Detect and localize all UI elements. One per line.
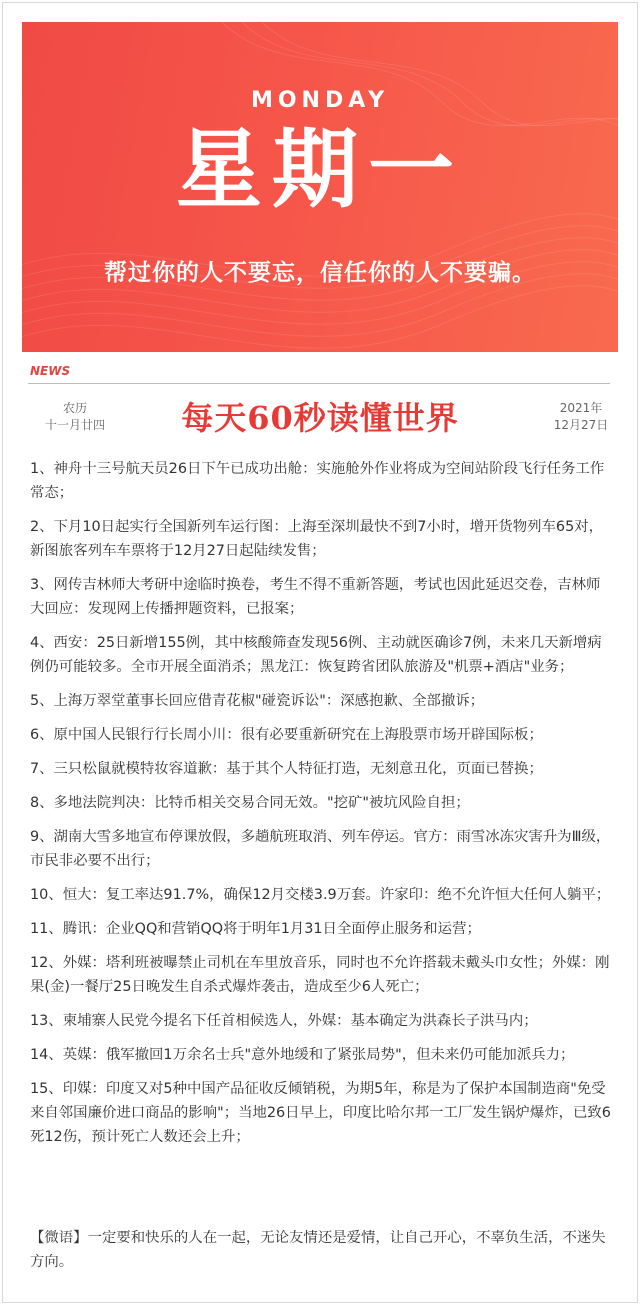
news-item: 5、上海万翠堂董事长回应借青花椒"碰瓷诉讼"：深感抱歉、全部撤诉； [30, 693, 485, 709]
news-item: 6、原中国人民银行行长周小川：很有必要重新研究在上海股票市场开辟国际板； [30, 727, 543, 743]
masthead-title: 每天60秒读懂世界 [181, 399, 459, 437]
weekday-english: MONDAY [250, 88, 390, 113]
news-list [30, 457, 614, 1159]
news-item: 13、柬埔寨人民党今提名下任首相候选人，外媒：基本确定为洪森长子洪马内； [30, 1013, 538, 1029]
news-item: 2、下月10日起实行全国新列车运行图：上海至深圳最快不到7小时，增开货物列车65对，新图旅客列车车票将于12月27日起陆续发售； [30, 519, 603, 559]
news-item: 4、西安：25日新增155例，其中核酸筛查发现56例、主动就医确诊7例，未来几天新增病例仍可能较多。全市开展全面消杀；黑龙江：恢复跨省团队旅游及"机票+酒店"业务； [30, 635, 602, 675]
news-item: 9、湖南大雪多地宣布停课放假，多趟航班取消、列车停运。官方：雨雪冰冻灾害升为Ⅲ级，市民非必要不出行； [30, 829, 611, 869]
news-item: 8、多地法院判决：比特币相关交易合同无效。"挖矿"被坑风险自担； [30, 795, 470, 811]
day-banner [22, 22, 618, 352]
daily-motto: 帮过你的人不要忘，信任你的人不要骗。 [104, 260, 536, 286]
news-item: 1、神舟十三号航天员26日下午已成功出舱：实施舱外作业将成为空间站阶段飞行任务工作常态； [30, 461, 605, 501]
news-item: 3、网传吉林师大考研中途临时换卷，考生不得不重新答题，考试也因此延迟交卷，吉林师大回应：发现网上传播押题资料，已报案； [30, 577, 601, 617]
news-item: 11、腾讯：企业QQ和营销QQ将于明年1月31日全面停止服务和运营； [30, 921, 481, 937]
daily-quote: 【微语】一定要和快乐的人在一起，无论友情还是爱情，让自己开心，不辜负生活，不迷失方向。 [30, 1230, 606, 1270]
date-month-day: 12月27日 [553, 418, 609, 432]
gregorian-date-block [540, 400, 622, 434]
news-item: 10、恒大：复工率达91.7%，确保12月交楼3.9万套。许家印：绝不允许恒大任何人躺平； [30, 887, 611, 903]
news-item: 15、印媒：印度又对5种中国产品征收反倾销税，为期5年，称是为了保护本国制造商"免受来自邻国廉价进口商品的影响"；当地26日早上，印度比哈尔邦一工厂发生锅炉爆炸，已致6死12伤，预计死亡人数还会上升； [30, 1081, 611, 1145]
date-year: 2021年 [559, 401, 603, 415]
news-item: 7、三只松鼠就模特妆容道歉：基于其个人特征打造，无刻意丑化，页面已替换； [30, 761, 543, 777]
lunar-date-block [30, 400, 120, 434]
weekday-chinese: 星期一 [176, 120, 464, 220]
news-item: 12、外媒：塔利班被曝禁止司机在车里放音乐，同时也不允许搭载未戴头巾女性；外媒：刚果(金)一餐厅25日晚发生自杀式爆炸袭击，造成至少6人死亡； [30, 955, 610, 995]
lunar-date: 十一月廿四 [44, 418, 105, 432]
lunar-label: 农历 [62, 401, 87, 415]
news-item: 14、英媒：俄军撤回1万余名士兵"意外地缓和了紧张局势"，但未来仍可能加派兵力； [30, 1047, 575, 1063]
news-section-tag: NEWS [30, 364, 71, 378]
section-divider [28, 383, 610, 384]
